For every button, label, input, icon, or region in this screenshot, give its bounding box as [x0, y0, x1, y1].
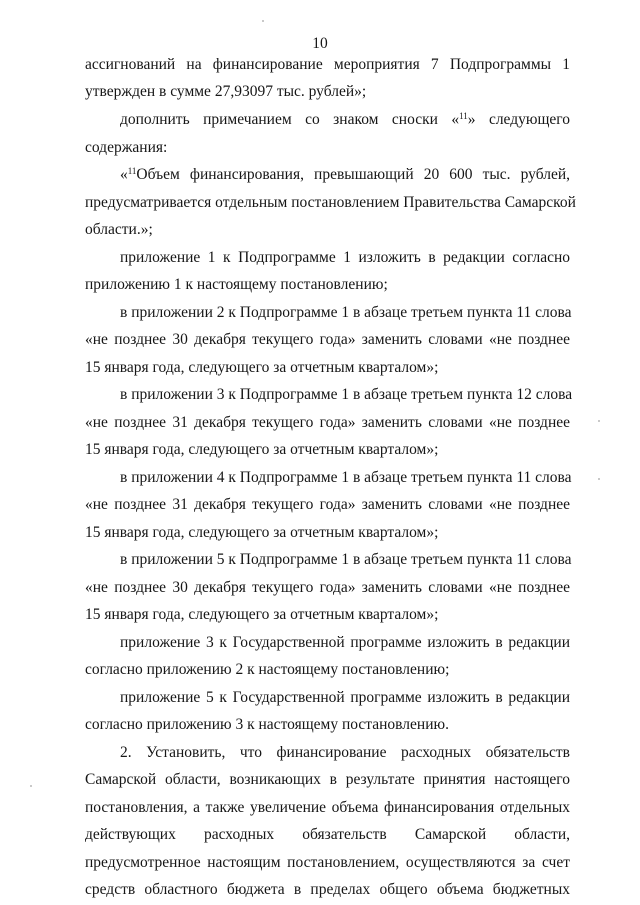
- text-line: «не позднее 31 декабря текущего года» заменить словами «не позднее: [85, 496, 570, 513]
- text-line: 15 января года, следующего за отчетным кварталом»;: [85, 359, 439, 376]
- text-line: в приложении 3 к Подпрограмме 1 в абзаце третьем пункта 12 слова: [120, 386, 573, 403]
- text-fragment: дополнить примечанием со знаком сноски «: [120, 111, 460, 128]
- text-line: приложение 3 к Государственной программе изложить в редакции: [120, 634, 570, 651]
- text-fragment: » следующего: [467, 111, 570, 128]
- text-line: «не позднее 31 декабря текущего года» заменить словами «не позднее: [85, 414, 570, 431]
- text-line: 2. Установить, что финансирование расходных обязательств: [120, 744, 570, 761]
- text-line: приложение 5 к Государственной программе изложить в редакции: [120, 689, 570, 706]
- text-line: согласно приложению 3 к настоящему постановлению.: [85, 716, 449, 733]
- text-line-footnote: [120, 165, 570, 185]
- footnote-mark: 11: [459, 111, 468, 121]
- text-fragment: «: [120, 166, 128, 183]
- text-line: предусмотренное настоящим постановлением, осуществляются за счет: [85, 854, 570, 871]
- text-line: приложению 1 к настоящему постановлению;: [85, 276, 388, 293]
- text-line: «не позднее 30 декабря текущего года» заменить словами «не позднее: [85, 579, 570, 596]
- scan-speck: [598, 420, 600, 422]
- text-line: согласно приложению 2 к настоящему постановлению;: [85, 661, 450, 678]
- text-line: в приложении 2 к Подпрограмме 1 в абзаце третьем пункта 11 слова: [120, 304, 572, 321]
- scan-speck: [598, 478, 600, 480]
- text-line-footnote-ref: [120, 110, 570, 130]
- scan-speck: [262, 20, 264, 22]
- text-line: «не позднее 30 декабря текущего года» заменить словами «не позднее: [85, 331, 570, 348]
- text-line: предусматривается отдельным постановлением Правительства Самарской: [85, 194, 576, 211]
- text-line: действующих расходных обязательств Самарской области,: [85, 826, 570, 843]
- text-line: области.»;: [85, 221, 153, 238]
- text-line: ассигнований на финансирование мероприятия 7 Подпрограммы 1: [85, 56, 570, 73]
- text-line: средств областного бюджета в пределах общего объема бюджетных: [85, 881, 570, 898]
- text-line: 15 января года, следующего за отчетным кварталом»;: [85, 606, 439, 623]
- page-number: 10: [312, 35, 328, 52]
- text-line: содержания:: [85, 139, 168, 156]
- text-fragment: Объем финансирования, превышающий 20 600 тыс. рублей,: [136, 166, 570, 183]
- text-line: 15 января года, следующего за отчетным кварталом»;: [85, 524, 439, 541]
- footnote-mark: 11: [127, 166, 137, 176]
- text-line: в приложении 5 к Подпрограмме 1 в абзаце третьем пункта 11 слова: [120, 551, 572, 568]
- text-line: 15 января года, следующего за отчетным кварталом»;: [85, 441, 439, 458]
- text-line: Самарской области, возникающих в результате принятия настоящего: [85, 771, 570, 788]
- text-line: в приложении 4 к Подпрограмме 1 в абзаце третьем пункта 11 слова: [120, 469, 572, 486]
- text-line: постановления, а также увеличение объема финансирования отдельных: [85, 799, 570, 816]
- scan-speck: [30, 785, 32, 787]
- text-line: приложение 1 к Подпрограмме 1 изложить в редакции согласно: [120, 249, 570, 266]
- text-line: утвержден в сумме 27,93097 тыс. рублей»;: [85, 83, 367, 100]
